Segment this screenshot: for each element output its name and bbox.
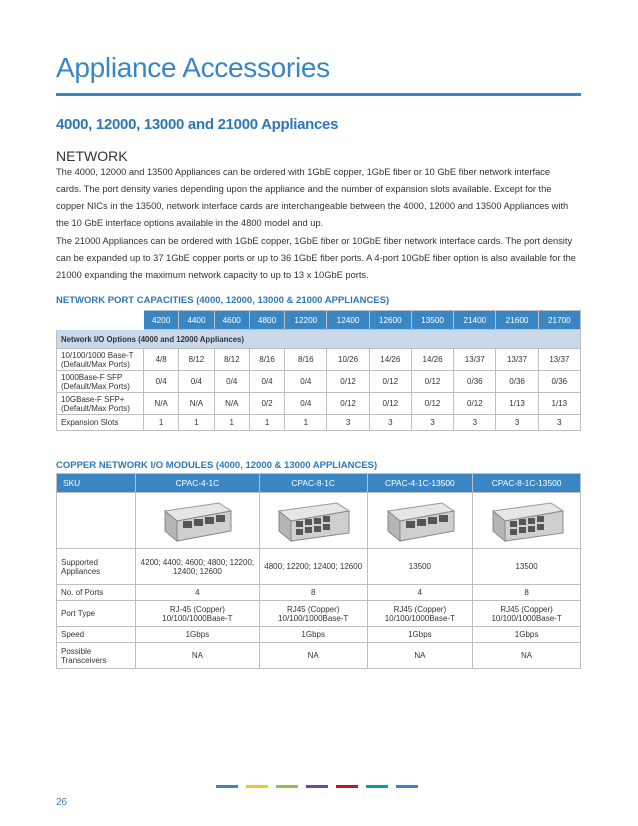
table-cell: NA <box>136 643 260 669</box>
row-label: Speed <box>57 627 136 643</box>
table-cell: 13/37 <box>538 349 580 371</box>
table-row <box>57 349 581 371</box>
footer-color-bar <box>396 785 418 788</box>
row-label: Supported Appliances <box>57 549 136 585</box>
table-row <box>57 371 581 393</box>
table-subheader: Network I/O Options (4000 and 12000 Appliances) <box>57 330 581 349</box>
row-label: Port Type <box>57 601 136 627</box>
table-cell: 1Gbps <box>367 627 473 643</box>
table-cell: 0/12 <box>369 371 411 393</box>
footer-color-bar <box>366 785 388 788</box>
sku-header: SKU <box>57 474 136 493</box>
table-cell: NA <box>367 643 473 669</box>
table-cell: 0/12 <box>454 393 496 415</box>
col-header: 21600 <box>496 311 538 330</box>
row-label: 10GBase-F SFP+ (Default/Max Ports) <box>57 393 144 415</box>
table-cell: 0/12 <box>411 393 453 415</box>
col-header: 21700 <box>538 311 580 330</box>
table-cell: 8/16 <box>249 349 284 371</box>
table-cell: 13/37 <box>496 349 538 371</box>
footer-color-bar <box>276 785 298 788</box>
table-cell: 1 <box>214 415 249 431</box>
table-cell: 0/4 <box>144 371 179 393</box>
copper-modules-table <box>56 473 581 669</box>
row-label: No. of Ports <box>57 585 136 601</box>
network-module-4port-image <box>157 497 237 543</box>
table-cell: 13500 <box>473 549 581 585</box>
table-cell: 0/4 <box>285 371 327 393</box>
col-header: 4800 <box>249 311 284 330</box>
table-cell: 1 <box>285 415 327 431</box>
table-cell: 1 <box>179 415 214 431</box>
table-cell: 4 <box>367 585 473 601</box>
table-cell: N/A <box>144 393 179 415</box>
footer-color-bar <box>246 785 268 788</box>
table-row <box>57 415 581 431</box>
port-capacities-title: NETWORK PORT CAPACITIES (4000, 12000, 13000 & 21000 APPLIANCES) <box>56 295 390 306</box>
sku-col-header: CPAC-8-1C-13500 <box>473 474 581 493</box>
col-header: 12600 <box>369 311 411 330</box>
table-cell: NA <box>259 643 367 669</box>
table-cell: 3 <box>454 415 496 431</box>
footer-color-bar <box>306 785 328 788</box>
table-cell: 14/26 <box>411 349 453 371</box>
table-cell: 0/12 <box>369 393 411 415</box>
table-cell: 1Gbps <box>259 627 367 643</box>
row-label: Expansion Slots <box>57 415 144 431</box>
row-label: 1000Base-F SFP (Default/Max Ports) <box>57 371 144 393</box>
table-cell: RJ45 (Copper) 10/100/1000Base-T <box>367 601 473 627</box>
table-cell: 4 <box>136 585 260 601</box>
table-cell: 0/12 <box>327 371 369 393</box>
table-cell: 8/12 <box>214 349 249 371</box>
copper-modules-title: COPPER NETWORK I/O MODULES (4000, 12000 & 13000 APPLIANCES) <box>56 460 378 471</box>
footer-color-bar <box>216 785 238 788</box>
table-cell: 3 <box>369 415 411 431</box>
module-image-cell <box>367 493 473 549</box>
col-header: 13500 <box>411 311 453 330</box>
table-cell: 0/12 <box>327 393 369 415</box>
port-capacities-table <box>56 310 581 431</box>
network-module-4port-image <box>380 497 460 543</box>
table-cell: 14/26 <box>369 349 411 371</box>
network-module-8port-image <box>271 497 355 543</box>
table-cell: 0/36 <box>496 371 538 393</box>
table-cell: 13/37 <box>454 349 496 371</box>
table-cell: NA <box>473 643 581 669</box>
table-cell: 1Gbps <box>136 627 260 643</box>
col-header: 12200 <box>285 311 327 330</box>
table-cell: 3 <box>538 415 580 431</box>
table-cell: 0/4 <box>285 393 327 415</box>
table-cell: 1/13 <box>538 393 580 415</box>
table-cell: 4800; 12200; 12400; 12600 <box>259 549 367 585</box>
module-image-cell <box>136 493 260 549</box>
row-label: 10/100/1000 Base-T (Default/Max Ports) <box>57 349 144 371</box>
table-cell: 0/4 <box>179 371 214 393</box>
page-number: 26 <box>56 797 68 808</box>
page-title: Appliance Accessories <box>56 52 330 83</box>
col-header: 21400 <box>454 311 496 330</box>
section-heading: NETWORK <box>56 148 128 164</box>
table-cell: RJ45 (Copper) 10/100/1000Base-T <box>259 601 367 627</box>
sku-col-header: CPAC-4-1C <box>136 474 260 493</box>
table-cell: 4200; 4400; 4600; 4800; 12200; 12400; 12600 <box>136 549 260 585</box>
table-cell: 1Gbps <box>473 627 581 643</box>
table-cell: N/A <box>179 393 214 415</box>
table-cell: 0/12 <box>411 371 453 393</box>
col-header: 12400 <box>327 311 369 330</box>
table-cell: RJ-45 (Copper) 10/100/1000Base-T <box>136 601 260 627</box>
col-header: 4600 <box>214 311 249 330</box>
col-header: 4200 <box>144 311 179 330</box>
table-cell: N/A <box>214 393 249 415</box>
table-cell: 0/36 <box>454 371 496 393</box>
table-row <box>57 393 581 415</box>
table-cell: RJ45 (Copper) 10/100/1000Base-T <box>473 601 581 627</box>
network-module-8port-image <box>485 497 569 543</box>
module-image-cell <box>473 493 581 549</box>
table-cell: 0/2 <box>249 393 284 415</box>
table-cell: 3 <box>496 415 538 431</box>
row-label: Possible Transceivers <box>57 643 136 669</box>
title-rule <box>56 93 581 96</box>
table-cell: 3 <box>327 415 369 431</box>
table-cell: 8 <box>473 585 581 601</box>
page-subtitle: 4000, 12000, 13000 and 21000 Appliances <box>56 116 339 133</box>
table-cell: 0/4 <box>214 371 249 393</box>
sku-col-header: CPAC-4-1C-13500 <box>367 474 473 493</box>
table-cell: 0/36 <box>538 371 580 393</box>
footer-color-bar <box>336 785 358 788</box>
image-row-label <box>57 493 136 549</box>
corner-cell <box>57 311 144 330</box>
sku-col-header: CPAC-8-1C <box>259 474 367 493</box>
table-cell: 10/26 <box>327 349 369 371</box>
table-cell: 1 <box>249 415 284 431</box>
module-image-cell <box>259 493 367 549</box>
table-cell: 13500 <box>367 549 473 585</box>
table-cell: 8/16 <box>285 349 327 371</box>
table-cell: 3 <box>411 415 453 431</box>
paragraph-2: The 21000 Appliances can be ordered with 1GbE copper, 1GbE fiber or 10GbE fiber network interface cards. The port density can be expanded up to 37 1GbE copper ports or up to 36 1GbE fiber ports. A 4-port 10GbE fiber option is also available for the 21000 expanding the maximum network capacity to up to 13 x 10GbE ports. <box>56 236 576 280</box>
col-header: 4400 <box>179 311 214 330</box>
table-cell: 1 <box>144 415 179 431</box>
table-cell: 0/4 <box>249 371 284 393</box>
paragraph-1: The 4000, 12000 and 13500 Appliances can be ordered with 1GbE copper, 1GbE fiber or 10 GbE fiber network interface cards. The port density varies depending upon the appliance and the number of expansion slots available. Except for the copper NICs in the 13500, network interface cards are interchangeable between the 4000, 12000 and 13500 Appliances with the 10 GbE interface options available in the 4800 model and up. <box>56 167 569 228</box>
table-cell: 1/13 <box>496 393 538 415</box>
table-cell: 8 <box>259 585 367 601</box>
table-cell: 8/12 <box>179 349 214 371</box>
table-cell: 4/8 <box>144 349 179 371</box>
